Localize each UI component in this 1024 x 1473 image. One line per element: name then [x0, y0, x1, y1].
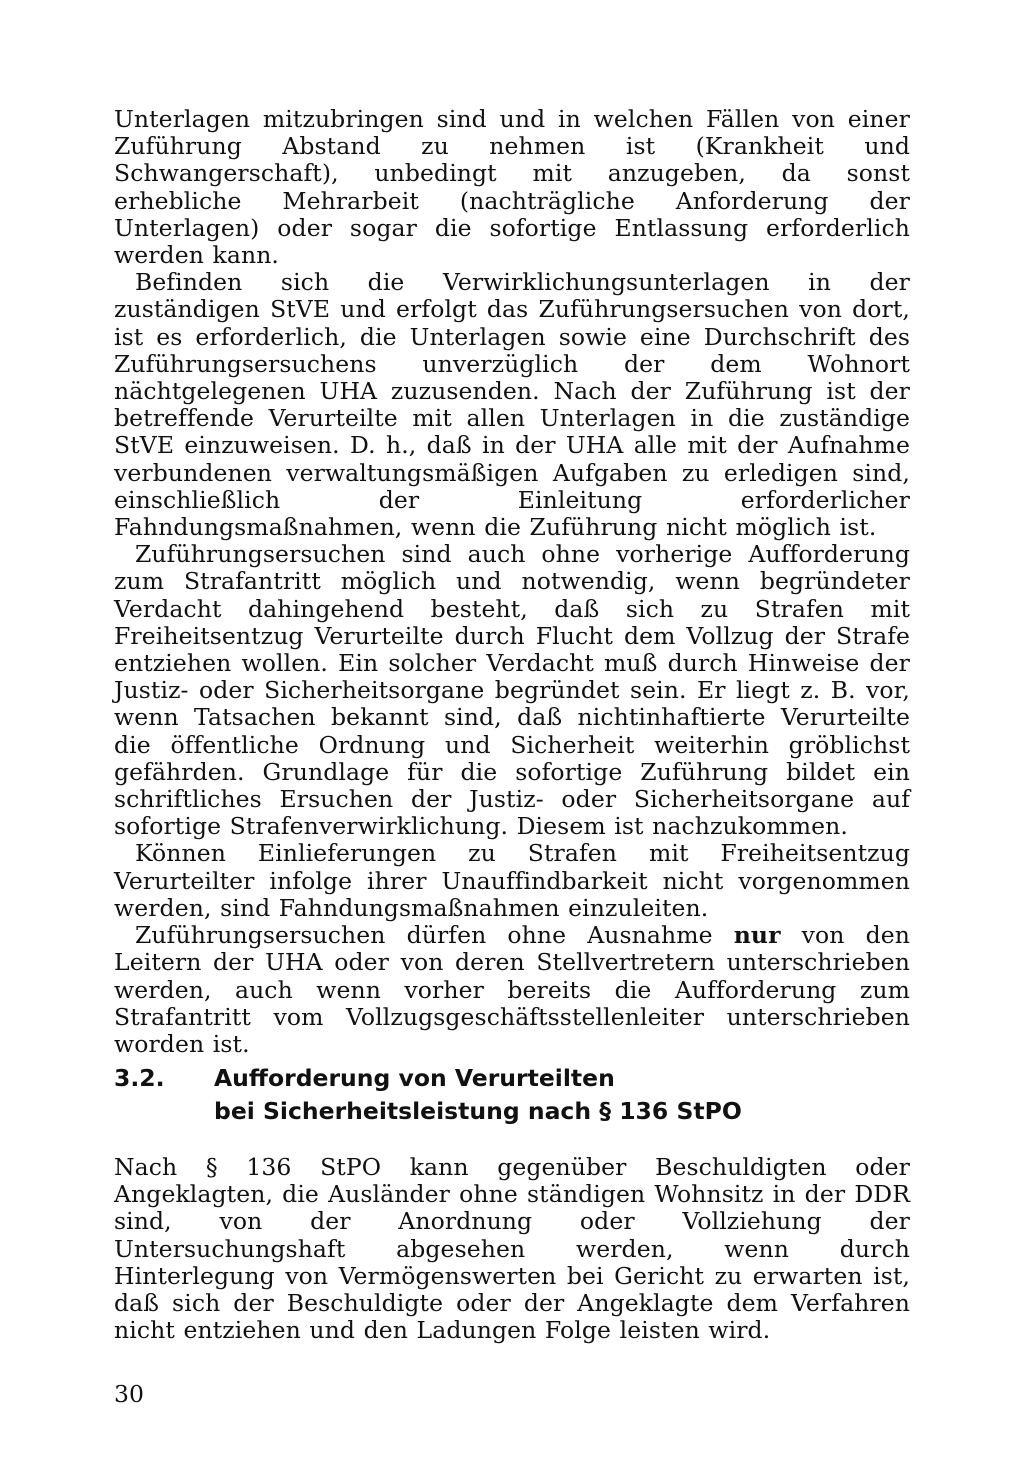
paragraph-zufuehrungsersuchen: Zuführungsersuchen sind auch ohne vorherige Aufforderung zum Strafantritt möglich und notwendig, wenn begründeter Verdacht dahingehend besteht, daß sich zu Strafen mit Freiheitsentzug Verurteilte durch Flucht dem Vollzug der Strafe entziehen wollen. Ein solcher Verdacht muß durch Hinweise der Justiz- oder Sicherheitsorgane begründet sein. Er liegt z. B. vor, wenn Tatsachen bekannt sind, daß nichtinhaftierte Verurteilte die öffentliche Ordnung und Sicherheit weiterhin gröblichst gefährden. Grundlage für die sofortige Zuführung bildet ein schriftliches Ersuchen der Justiz- oder Sicherheitsorgane auf sofortige Strafenverwirklichung. Diesem ist nachzukommen. [114, 540, 910, 841]
body-text-section [114, 1154, 910, 1344]
page-number: 30 [114, 1380, 144, 1408]
paragraph-verwirklichungsunterlagen: Befinden sich die Verwirklichungsunterlagen in der zuständigen StVE und erfolgt das Zuführungsersuchen von dort, ist es erforderlich, die Unterlagen sowie eine Durchschrift des Zuführungsersuchens unverzüglich der dem Wohnort nächtgelegenen UHA zuzusenden. Nach der Zuführung ist der betreffende Verurteilte mit allen Unterlagen in die zuständige StVE einzuweisen. D. h., daß in der UHA alle mit der Aufnahme verbundenen verwaltungsmäßigen Aufgaben zu erledigen sind, einschließlich der Einleitung erforderlicher Fahndungsmaßnahmen, wenn die Zuführung nicht möglich ist. [114, 268, 910, 542]
section-title-line-2: bei Sicherheitsleistung nach § 136 StPO [214, 1097, 742, 1125]
paragraph-unterschrift-start: Zuführungsersuchen dürfen ohne Ausnahme [135, 921, 734, 950]
section-title-line-1: Aufforderung von Verurteilten [214, 1064, 615, 1092]
emphasis-nur: nur [733, 921, 781, 950]
body-text-upper [114, 106, 910, 1058]
paragraph-unterschrift [114, 922, 910, 1058]
paragraph-continuation: Unterlagen mitzubringen sind und in welchen Fällen von einer Zuführung Abstand zu nehmen ist (Krankheit und Schwangerschaft), unbedingt mit anzugeben, da sonst erhebliche Mehrarbeit (nachträgliche Anforderung der Unterlagen) oder sogar die sofortige Entlassung erforderlich werden kann. [114, 105, 910, 270]
paragraph-unterschrift-end: von den Leitern der UHA oder von deren Stellvertretern unterschrieben werden, auch wenn vorher bereits die Aufforderung zum Strafantritt vom Vollzugsgeschäftsstellenleiter unterschrieben worden ist. [114, 921, 910, 1058]
paragraph-einlieferungen: Können Einlieferungen zu Strafen mit Freiheitsentzug Verurteilter infolge ihrer Unauffindbarkeit nicht vorgenommen werden, sind Fahndungsmaßnahmen einzuleiten. [114, 839, 910, 922]
paragraph-sicherheitsleistung: Nach § 136 StPO kann gegenüber Beschuldigten oder Angeklagten, die Ausländer ohne ständigen Wohnsitz in der DDR sind, von der Anordnung oder Vollziehung der Untersuchungshaft abgesehen werden, wenn durch Hinterlegung von Vermögenswerten bei Gericht zu erwarten ist, daß sich der Beschuldigte oder der Angeklagte dem Verfahren nicht entziehen und den Ladungen Folge leisten wird. [114, 1153, 910, 1345]
section-title [214, 1062, 904, 1128]
section-number: 3.2. [114, 1064, 165, 1092]
